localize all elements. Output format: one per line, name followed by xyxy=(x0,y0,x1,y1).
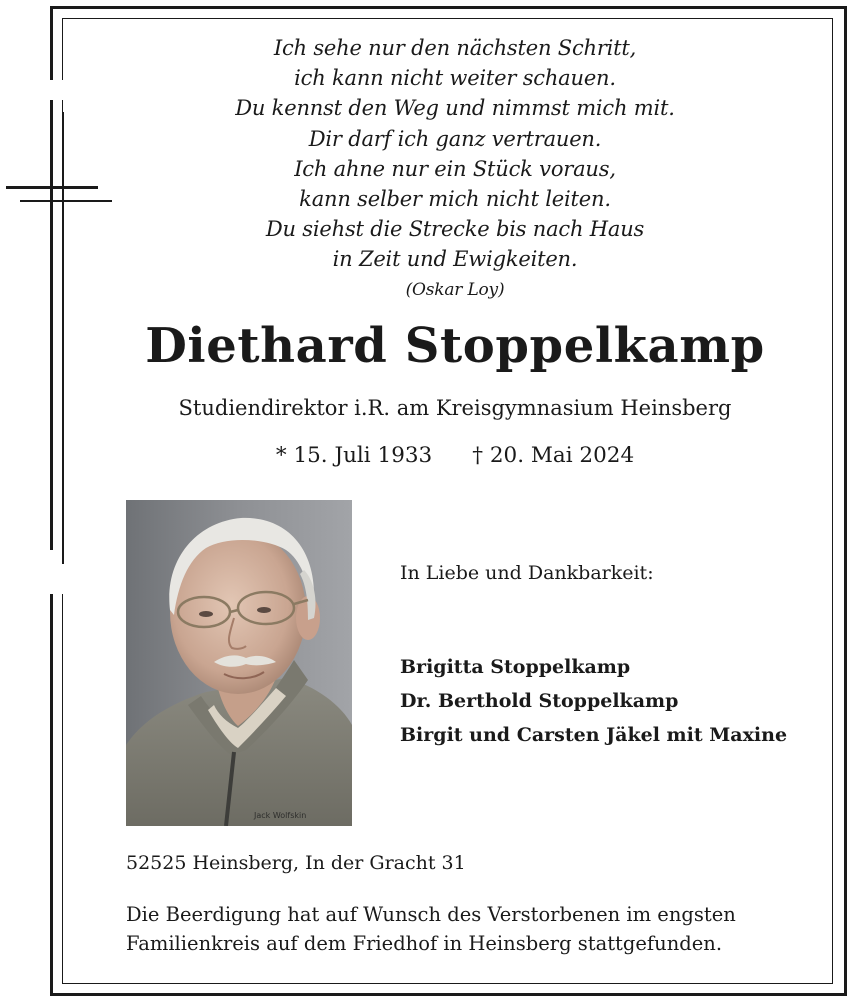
jacket-logo: Jack Wolfskin xyxy=(254,811,307,820)
funeral-note-line: Die Beerdigung hat auf Wunsch des Verstorbenen im engsten xyxy=(126,903,736,926)
poem-line: Ich ahne nur ein Stück voraus, xyxy=(294,156,616,181)
deceased-title: Studiendirektor i.R. am Kreisgymnasium Heinsberg xyxy=(178,396,732,420)
poem-line: in Zeit und Ewigkeiten. xyxy=(332,247,578,272)
address: 52525 Heinsberg, In der Gracht 31 xyxy=(126,852,466,874)
family-list xyxy=(400,650,787,752)
funeral-note xyxy=(126,900,736,958)
family-member: Birgit und Carsten Jäkel mit Maxine xyxy=(400,724,788,746)
family-member: Dr. Berthold Stoppelkamp xyxy=(400,690,679,712)
funeral-note-line: Familienkreis auf dem Friedhof in Heinsberg stattgefunden. xyxy=(126,932,723,955)
poem-author: (Oskar Loy) xyxy=(405,279,505,300)
poem-line: ich kann nicht weiter schauen. xyxy=(294,66,616,91)
poem-line: Dir darf ich ganz vertrauen. xyxy=(308,126,602,151)
thanks-line: In Liebe und Dankbarkeit: xyxy=(400,562,654,584)
deceased-name: Diethard Stoppelkamp xyxy=(145,318,765,374)
poem-line: kann selber mich nicht leiten. xyxy=(299,187,611,212)
poem-line: Du siehst die Strecke bis nach Haus xyxy=(265,217,645,242)
frame-gap-bottom xyxy=(44,548,68,594)
family-member: Brigitta Stoppelkamp xyxy=(400,656,631,678)
death-date: † 20. Mai 2024 xyxy=(472,443,635,468)
life-dates xyxy=(70,443,840,468)
poem xyxy=(130,33,780,303)
portrait-photo xyxy=(126,500,352,826)
frame-gap-top xyxy=(44,80,68,100)
birth-date: * 15. Juli 1933 xyxy=(275,443,433,468)
poem-line: Du kennst den Weg und nimmst mich mit. xyxy=(235,96,675,121)
poem-line: Ich sehe nur den nächsten Schritt, xyxy=(273,36,637,60)
